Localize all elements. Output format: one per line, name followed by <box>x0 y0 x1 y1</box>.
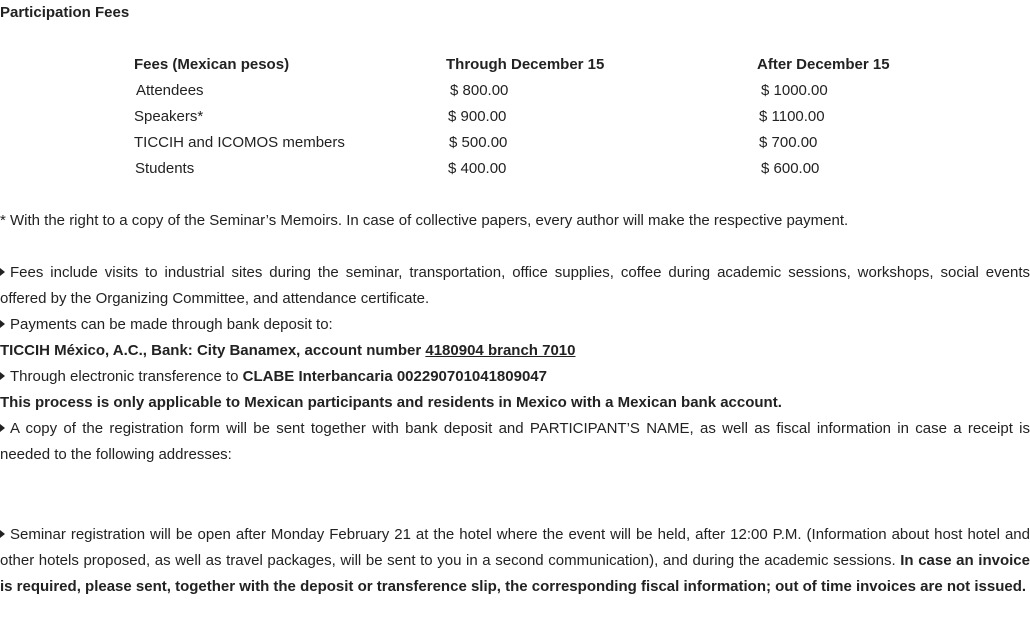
clabe-number: CLABE Interbancaria 002290701041809047 <box>242 368 547 385</box>
row-through-price: $ 800.00 <box>450 82 509 99</box>
page-title: Participation Fees <box>0 4 130 21</box>
bank-info-text: TICCIH México, A.C., Bank: City Banamex, account number <box>0 342 426 359</box>
row-category: Speakers* <box>134 108 204 125</box>
registration-paragraph <box>0 522 1030 600</box>
bullet-triangle-icon <box>0 268 5 276</box>
copy-form-text: A copy of the registration form will be sent together with bank deposit and PARTICIPANT’S NAME, as well as fiscal information in case a receipt is needed to the following addresses: <box>0 420 1030 463</box>
bank-info-paragraph <box>0 338 1030 364</box>
payments-text: Payments can be made through bank deposit to: <box>10 316 333 333</box>
header-fees: Fees (Mexican pesos) <box>134 56 290 73</box>
electronic-paragraph <box>0 364 1030 390</box>
row-after-price: $ 1100.00 <box>759 108 825 125</box>
fees-include-paragraph <box>0 260 1030 312</box>
info-section <box>0 260 1030 468</box>
header-after: After December 15 <box>757 56 890 73</box>
row-category: Attendees <box>136 82 204 99</box>
footnote: * With the right to a copy of the Seminar’s Memoirs. In case of collective papers, every author will make the respective payment. <box>0 212 849 229</box>
bullet-triangle-icon <box>0 320 5 328</box>
row-through-price: $ 900.00 <box>448 108 507 125</box>
registration-text: Seminar registration will be open after Monday February 21 at the hotel where the event will be held, after 12:00 P.M. (Information about host hotel and other hotels proposed, as well as travel packages, will be sent to you in a second communication), and during the academic sessions. <box>0 526 1030 569</box>
registration-section <box>0 522 1030 600</box>
row-after-price: $ 600.00 <box>761 160 820 177</box>
row-through-price: $ 500.00 <box>449 134 508 151</box>
process-note: This process is only applicable to Mexican participants and residents in Mexico with a Mexican bank account. <box>0 394 782 411</box>
account-number: 4180904 branch 7010 <box>425 342 576 359</box>
bullet-triangle-icon <box>0 530 5 538</box>
header-through: Through December 15 <box>446 56 605 73</box>
row-after-price: $ 1000.00 <box>761 82 828 99</box>
row-through-price: $ 400.00 <box>448 160 507 177</box>
copy-form-paragraph <box>0 416 1030 468</box>
payments-paragraph <box>0 312 1030 338</box>
bullet-triangle-icon <box>0 424 5 432</box>
row-category: Students <box>135 160 195 177</box>
row-after-price: $ 700.00 <box>759 134 818 151</box>
registration-bold-text: In case an invoice is required, please sent, together with the deposit or transference slip, the corresponding fiscal information; out of time invoices are not issued. <box>0 552 1030 595</box>
electronic-text: Through electronic transference to <box>10 368 243 385</box>
fees-include-text: Fees include visits to industrial sites during the seminar, transportation, office supplies, coffee during academic sessions, workshops, social events offered by the Organizing Committee, and attendance certificate. <box>0 264 1030 307</box>
row-category: TICCIH and ICOMOS members <box>134 134 345 151</box>
bullet-triangle-icon <box>0 372 5 380</box>
